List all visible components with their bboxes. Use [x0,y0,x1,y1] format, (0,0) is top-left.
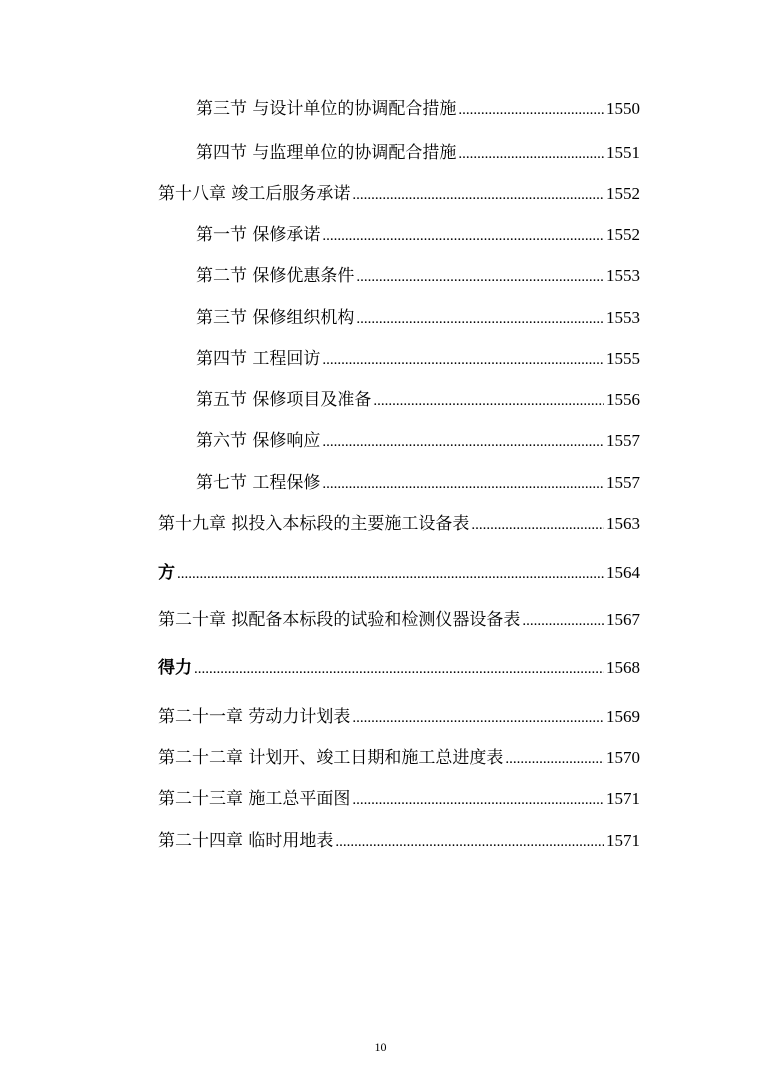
toc-entry-page: 1550 [606,99,640,118]
toc-entry-page: 1568 [606,658,640,677]
toc-entry [196,386,640,415]
toc-entry-label: 第二十四章 临时用地表 [158,831,334,851]
toc-entry-label: 第四节 与监理单位的协调配合措施 [196,143,457,163]
toc-entry-label: 第三节 保修组织机构 [196,308,355,328]
toc-entry [196,304,640,333]
toc-entry-page: 1564 [606,563,640,582]
dot-leader [194,655,604,683]
dot-leader [177,560,604,588]
dot-leader [335,828,604,856]
dot-leader [352,704,604,732]
toc-entry-page: 1563 [606,514,640,533]
toc-entry [196,95,640,124]
toc-entry-label: 第十九章 拟投入本标段的主要施工设备表 [158,514,470,534]
toc-entry [158,703,640,732]
toc-entry [196,345,640,374]
toc-entry-page: 1553 [606,266,640,285]
dot-leader [522,607,604,635]
toc-entry [196,262,640,291]
page-number: 10 [374,1040,387,1054]
toc-entry [158,785,640,814]
dot-leader [356,305,604,333]
toc-entry-label: 第五节 保修项目及准备 [196,390,372,410]
toc-entry-label: 第二节 保修优惠条件 [196,266,355,286]
toc-entry-label: 得力 [158,658,192,678]
dot-leader [322,222,604,250]
dot-leader [352,181,604,209]
toc-entry-page: 1555 [606,349,640,368]
toc-entry-label: 第二十二章 计划开、竣工日期和施工总进度表 [158,748,504,768]
toc-entry-label: 第六节 保修响应 [196,431,321,451]
toc-entry [158,559,640,588]
dot-leader [458,140,604,168]
dot-leader [322,346,604,374]
toc-entry-page: 1569 [606,707,640,726]
toc-entry-label: 第十八章 竣工后服务承诺 [158,184,351,204]
dot-leader [505,745,604,773]
toc-entry-label: 方 [158,563,175,583]
toc-entry-page: 1556 [606,390,640,409]
toc-entry-label: 第一节 保修承诺 [196,225,321,245]
toc-entry-page: 1557 [606,431,640,450]
toc-entry-page: 1553 [606,308,640,327]
dot-leader [373,387,604,415]
toc-entry [196,221,640,250]
toc-entry-label: 第二十三章 施工总平面图 [158,789,351,809]
toc-entry-page: 1557 [606,473,640,492]
dot-leader [471,511,604,539]
toc-entry [158,744,640,773]
dot-leader [322,428,604,456]
toc-entry [158,606,640,635]
toc-entry-page: 1571 [606,831,640,850]
toc-entry [196,469,640,498]
toc-entry-label: 第七节 工程保修 [196,473,321,493]
dot-leader [352,786,604,814]
dot-leader [458,96,604,124]
toc-entry [158,654,640,683]
toc-entry-page: 1552 [606,225,640,244]
toc-entry [196,427,640,456]
toc-entry-page: 1551 [606,143,640,162]
toc-entry [196,139,640,168]
toc-entry-page: 1567 [606,610,640,629]
toc-entry-page: 1552 [606,184,640,203]
toc-entry-label: 第二十一章 劳动力计划表 [158,707,351,727]
toc-entry [158,827,640,856]
toc-entry-label: 第三节 与设计单位的协调配合措施 [196,99,457,119]
dot-leader [356,263,604,291]
toc-entry-page: 1571 [606,789,640,808]
toc-entry-label: 第二十章 拟配备本标段的试验和检测仪器设备表 [158,610,521,630]
toc-entry-page: 1570 [606,748,640,767]
toc-entry [158,510,640,539]
toc-entry-label: 第四节 工程回访 [196,349,321,369]
toc-entry [158,180,640,209]
dot-leader [322,470,604,498]
